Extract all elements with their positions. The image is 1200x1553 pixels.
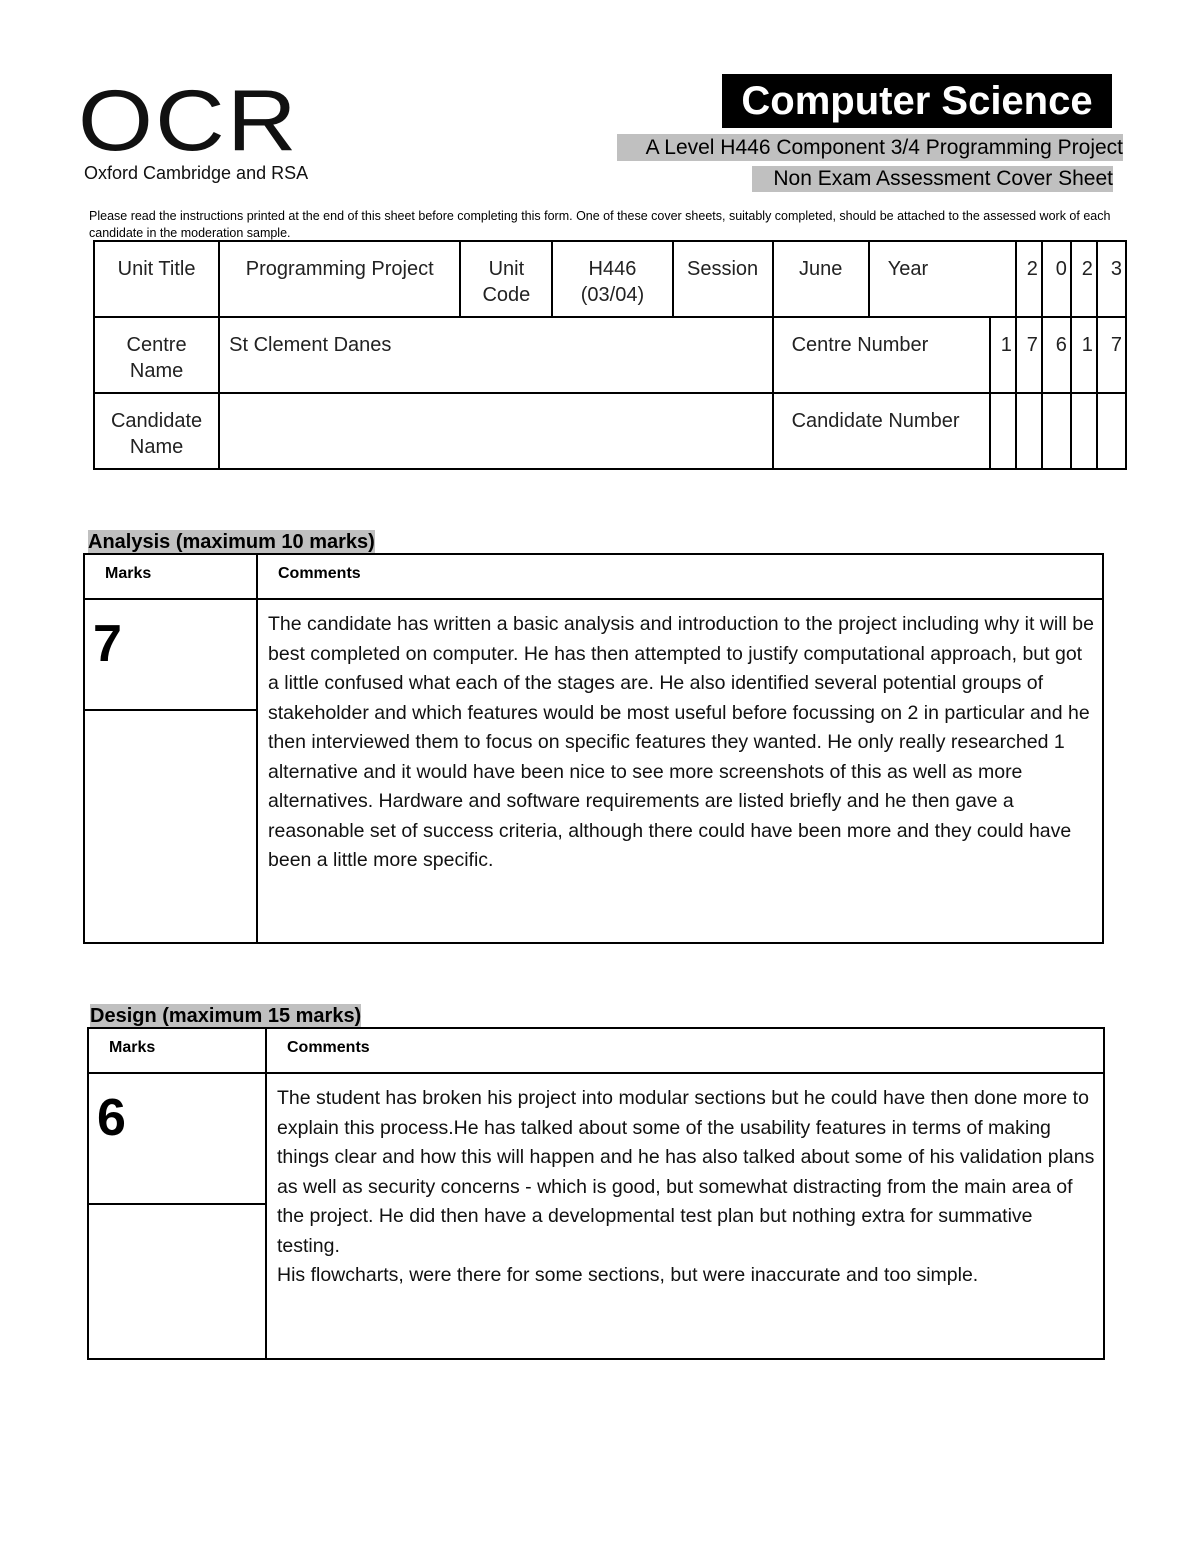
centre-number-digit: 6 <box>1042 317 1071 393</box>
design-comment: The student has broken his project into modular sections but he could have then done more to explain this process.He has talked about some of the usability features in terms of making things clear and how this will happen and he has also talked about some of his validation plans as well as security concerns - which is good, but somewhat distracting from the main area of the project. He did then have a developmental test plan but nothing extra for summative testing. His flowcharts, were there for some sections, but were inaccurate and too simple. <box>266 1073 1104 1359</box>
candidate-number-box[interactable] <box>1042 393 1071 469</box>
year-digit: 0 <box>1042 241 1071 317</box>
year-digit: 2 <box>1016 241 1042 317</box>
candidate-number-box[interactable] <box>1071 393 1097 469</box>
candidate-name-label: Candidate Name <box>94 393 219 469</box>
year-label: Year <box>869 241 1016 317</box>
analysis-mark: 7 <box>84 599 257 710</box>
analysis-comment: The candidate has written a basic analysis and introduction to the project including why it will be best completed on computer. He has then attempted to justify computational approach, but got a little confused what each of the stages are. He also identified several potential groups of stakeholder and which features would be most useful before focussing on 2 in particular and he then interviewed them to focus on specific features they wanted. He only really researched 1 alternative and it would have been nice to see more screenshots of this as well as more alternatives. Hardware and software requirements are listed briefly and he then gave a reasonable set of success criteria, although there could have been more and they could have been a little more specific. <box>257 599 1103 943</box>
unit-code-value: H446 (03/04) <box>552 241 672 317</box>
comments-header: Comments <box>266 1028 1104 1073</box>
analysis-mark-blank <box>84 710 257 943</box>
candidate-number-box[interactable] <box>1097 393 1126 469</box>
ocr-logo: OCR <box>78 73 299 169</box>
centre-number-digit: 7 <box>1097 317 1126 393</box>
analysis-table <box>83 553 1104 944</box>
centre-number-digit: 1 <box>990 317 1016 393</box>
year-digit: 2 <box>1071 241 1097 317</box>
marks-header: Marks <box>88 1028 266 1073</box>
centre-number-digit: 1 <box>1071 317 1097 393</box>
unit-title-value: Programming Project <box>219 241 460 317</box>
unit-code-label: Unit Code <box>460 241 552 317</box>
session-label: Session <box>673 241 773 317</box>
sheet-type: Non Exam Assessment Cover Sheet <box>752 166 1113 192</box>
design-table <box>87 1027 1105 1360</box>
ocr-logo-subtitle: Oxford Cambridge and RSA <box>84 163 309 183</box>
candidate-number-label: Candidate Number <box>773 393 990 469</box>
document-subtitle: A Level H446 Component 3/4 Programming Project <box>617 134 1123 161</box>
design-mark-blank <box>88 1204 266 1359</box>
design-section-title: Design (maximum 15 marks) <box>90 1005 362 1027</box>
unit-title-label: Unit Title <box>94 241 219 317</box>
candidate-name-field[interactable] <box>219 393 773 469</box>
instructions-text: Please read the instructions printed at the end of this sheet before completing this form. One of these cover sheets, suitably completed, should be attached to the assessed work of each candidate in the moderation sample. <box>89 209 1111 240</box>
year-digit: 3 <box>1097 241 1126 317</box>
centre-name-label: Centre Name <box>94 317 219 393</box>
document-title: Computer Science <box>722 74 1112 128</box>
centre-number-label: Centre Number <box>773 317 990 393</box>
candidate-number-box[interactable] <box>990 393 1016 469</box>
marks-header: Marks <box>84 554 257 599</box>
comments-header: Comments <box>257 554 1103 599</box>
candidate-number-box[interactable] <box>1016 393 1042 469</box>
centre-number-digit: 7 <box>1016 317 1042 393</box>
centre-name-value: St Clement Danes <box>219 317 773 393</box>
session-value: June <box>773 241 869 317</box>
candidate-info-table <box>93 240 1127 470</box>
design-mark: 6 <box>88 1073 266 1204</box>
analysis-section-title: Analysis (maximum 10 marks) <box>88 531 375 553</box>
